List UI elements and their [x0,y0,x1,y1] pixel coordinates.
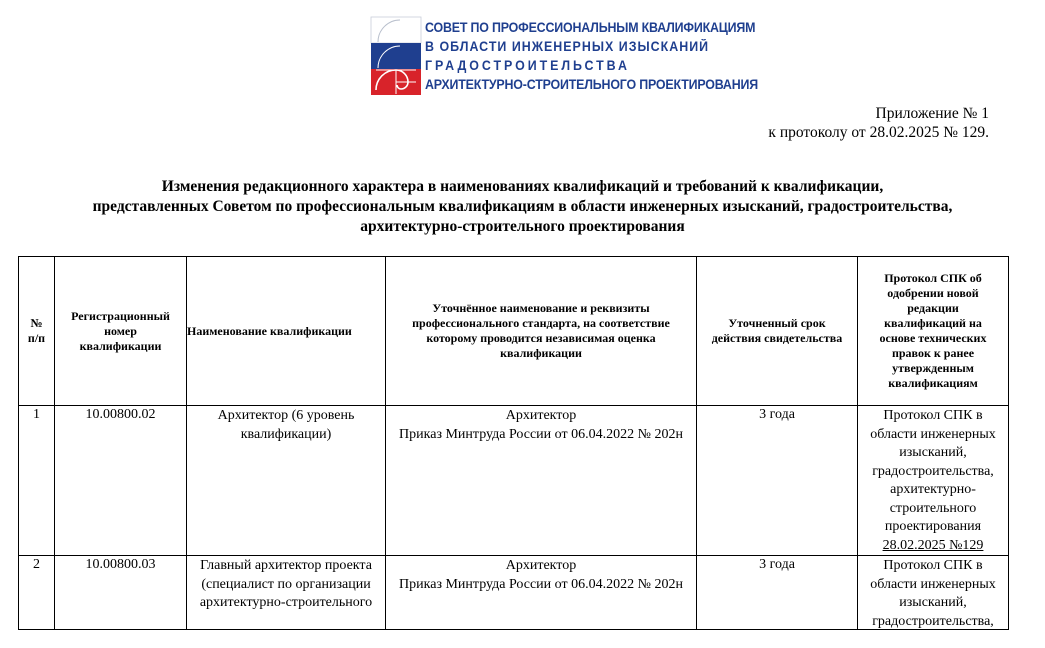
qualifications-table [18,256,1009,630]
cell-standard: Архитектор Приказ Минтруда России от 06.04.2022 № 202н [386,556,697,630]
cell-protocol: Протокол СПК в области инженерных изысканий, градостроительства, [858,556,1009,630]
appendix-note [768,104,989,142]
appendix-protocol-ref: к протоколу от 28.02.2025 № 129. [768,124,989,141]
header-qualification-name: Наименование квалификации [187,257,386,406]
title-line-3: архитектурно-строительного проектирования [360,218,685,235]
logo-line-4: АРХИТЕКТУРНО-СТРОИТЕЛЬНОГО ПРОЕКТИРОВАНИЯ [425,77,758,92]
header-protocol: Протокол СПК об одобрении новой редакции квалификаций на основе технических правок к ранее утвержденным квалификациям [858,257,1009,406]
logo-line-3: ГРАДОСТРОИТЕЛЬСТВА [425,58,630,73]
cell-num: 1 [19,406,55,556]
header-standard: Уточнённое наименование и реквизиты профессионального стандарта, на соответствие которому проводится независимая оценка квалификации [386,257,697,406]
cell-standard: Архитектор Приказ Минтруда России от 06.04.2022 № 202н [386,406,697,556]
cell-reg-number: 10.00800.03 [55,556,187,630]
cell-num: 2 [19,556,55,630]
logo-line-1: СОВЕТ ПО ПРОФЕССИОНАЛЬНЫМ КВАЛИФИКАЦИЯМ [425,20,756,35]
protocol-reference: 28.02.2025 №129 [882,537,984,553]
header-num: № п/п [19,257,55,406]
cell-protocol: Протокол СПК в области инженерных изысканий, градостроительства, архитектурно-строительного проектирования 28.02.2025 №129 [858,406,1009,556]
header-reg-number: Регистрационный номер квалификации [55,257,187,406]
table-header-row [19,257,1009,406]
title-line-1: Изменения редакционного характера в наименованиях квалификаций и требований к квалификации, [161,178,884,195]
cell-term: 3 года [697,556,858,630]
council-logo-text [425,18,787,94]
cell-qualification-name: Архитектор (6 уровень квалификации) [187,406,386,556]
cell-reg-number: 10.00800.02 [55,406,187,556]
title-line-2: представленных Советом по профессиональным квалификациям в области инженерных изысканий, градостроительства, [92,198,953,215]
header-term: Уточненный срок действия свидетельства [697,257,858,406]
document-title [30,177,1015,237]
council-emblem-icon [370,16,422,96]
logo-line-2: В ОБЛАСТИ ИНЖЕНЕРНЫХ ИЗЫСКАНИЙ [425,39,710,54]
appendix-number: Приложение № 1 [875,105,989,122]
council-logo [370,16,758,98]
table-row [19,556,1009,630]
cell-term: 3 года [697,406,858,556]
cell-qualification-name: Главный архитектор проекта (специалист по организации архитектурно-строительного [187,556,386,630]
table-row [19,406,1009,556]
